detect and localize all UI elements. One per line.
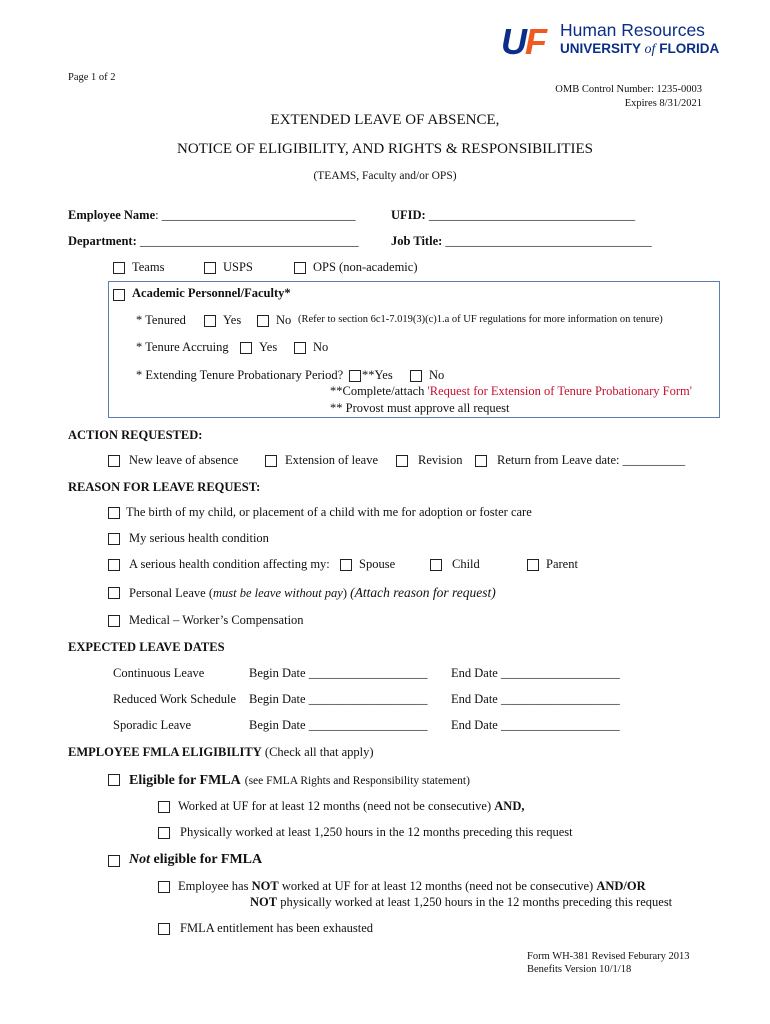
teams-label: Teams xyxy=(132,260,165,274)
form-number: Form WH-381 Revised Feburary 2013 xyxy=(527,951,690,962)
dates-begin-field[interactable]: Begin Date ___________________ xyxy=(249,718,428,732)
form-subtitle: NOTICE OF ELIGIBILITY, AND RIGHTS & RESPONSIBILITIES xyxy=(177,141,593,157)
tenured-label: * Tenured xyxy=(136,313,186,327)
complete-attach-note: **Complete/attach 'Request for Extension of Tenure Probationary Form' xyxy=(330,384,693,398)
personal-leave-label: Personal Leave (must be leave without pay) (Attach reason for request) xyxy=(129,585,496,600)
extending-no-checkbox[interactable] xyxy=(410,370,422,382)
personal-leave-checkbox[interactable] xyxy=(108,587,120,599)
own-health-label: My serious health condition xyxy=(129,531,269,545)
dates-type: Reduced Work Schedule xyxy=(113,692,237,706)
accruing-no-label: No xyxy=(313,340,329,354)
reason-heading: REASON FOR LEAVE REQUEST: xyxy=(68,480,261,494)
extending-label: * Extending Tenure Probationary Period? xyxy=(136,368,344,382)
exhausted-label: FMLA entitlement has been exhausted xyxy=(180,921,374,935)
revision-checkbox[interactable] xyxy=(396,455,408,467)
tenure-regulation-note: (Refer to section 6c1-7.019(3)(c)1.a of UF regulations for more information on tenure) xyxy=(298,314,663,325)
tenured-yes-checkbox[interactable] xyxy=(204,315,216,327)
return-date-label: Return from Leave date: __________ xyxy=(497,453,686,467)
extension-form-link[interactable]: 'Request for Extension of Tenure Probationary Form' xyxy=(427,384,693,398)
extending-yes-checkbox[interactable] xyxy=(349,370,361,382)
accruing-no-checkbox[interactable] xyxy=(294,342,306,354)
omb-expires: Expires 8/31/2021 xyxy=(624,98,702,109)
exhausted-checkbox[interactable] xyxy=(158,923,170,935)
accruing-yes-checkbox[interactable] xyxy=(240,342,252,354)
dates-type: Continuous Leave xyxy=(113,666,205,680)
job-title-row: Job Title: _________________________________ xyxy=(391,234,652,248)
new-leave-checkbox[interactable] xyxy=(108,455,120,467)
ufid-field[interactable]: _________________________________ xyxy=(428,208,636,222)
department-row: Department: ___________________________________ xyxy=(68,234,359,248)
form-scope: (TEAMS, Faculty and/or OPS) xyxy=(313,170,457,182)
dates-type: Sporadic Leave xyxy=(113,718,192,732)
new-leave-label: New leave of absence xyxy=(129,453,239,467)
dates-begin-field[interactable]: Begin Date ___________________ xyxy=(249,692,428,706)
employee-name-row: Employee Name: _______________________________ xyxy=(68,208,356,222)
worked-12-checkbox[interactable] xyxy=(158,801,170,813)
academic-heading: Academic Personnel/Faculty* xyxy=(132,286,291,300)
tenured-no-label: No xyxy=(276,313,292,327)
teams-checkbox[interactable] xyxy=(113,262,125,274)
uf-monogram: UF xyxy=(501,21,545,62)
not-eligible-label: Not eligible for FMLA xyxy=(129,852,263,867)
academic-checkbox[interactable] xyxy=(113,289,125,301)
logo-university: UNIVERSITY of FLORIDA xyxy=(560,41,720,57)
action-heading: ACTION REQUESTED: xyxy=(68,428,203,442)
birth-label: The birth of my child, or placement of a child with me for adoption or foster care xyxy=(126,505,532,519)
worked-12-label: Worked at UF for at least 12 months (need not be consecutive) AND, xyxy=(178,799,525,813)
not-worked-label: Employee has NOT worked at UF for at least 12 months (need not be consecutive) AND/OR xyxy=(178,879,646,893)
dates-end-field[interactable]: End Date ___________________ xyxy=(451,718,620,732)
medical-label: Medical – Worker’s Compensation xyxy=(129,613,304,627)
parent-checkbox[interactable] xyxy=(527,559,539,571)
extending-yes-label: **Yes xyxy=(362,368,393,382)
page-number: Page 1 of 2 xyxy=(68,72,116,83)
ufid-row: UFID: _________________________________ xyxy=(391,208,636,222)
job-title-field[interactable]: _________________________________ xyxy=(445,234,652,248)
provost-note: ** Provost must approve all request xyxy=(330,401,510,415)
hours-1250-checkbox[interactable] xyxy=(158,827,170,839)
medical-checkbox[interactable] xyxy=(108,615,120,627)
return-checkbox[interactable] xyxy=(475,455,487,467)
birth-checkbox[interactable] xyxy=(108,507,120,519)
ops-label: OPS (non-academic) xyxy=(313,260,418,274)
dates-end-field[interactable]: End Date ___________________ xyxy=(451,692,620,706)
employee-name-field[interactable]: : _______________________________ xyxy=(155,208,356,222)
parent-label: Parent xyxy=(546,557,578,571)
ops-checkbox[interactable] xyxy=(294,262,306,274)
dates-begin-field[interactable]: Begin Date ___________________ xyxy=(249,666,428,680)
dates-end-field[interactable]: End Date ___________________ xyxy=(451,666,620,680)
not-physically-label: NOT physically worked at least 1,250 hours in the 12 months preceding this request xyxy=(250,895,673,909)
not-eligible-checkbox[interactable] xyxy=(108,855,120,867)
tenure-accruing-label: * Tenure Accruing xyxy=(136,340,229,354)
extension-checkbox[interactable] xyxy=(265,455,277,467)
extension-label: Extension of leave xyxy=(285,453,379,467)
logo-department: Human Resources xyxy=(560,20,705,40)
benefits-version: Benefits Version 10/1/18 xyxy=(527,964,632,975)
usps-label: USPS xyxy=(223,260,253,274)
child-label: Child xyxy=(452,557,480,571)
spouse-label: Spouse xyxy=(359,557,396,571)
tenured-yes-label: Yes xyxy=(223,313,242,327)
eligible-checkbox[interactable] xyxy=(108,774,120,786)
accruing-yes-label: Yes xyxy=(259,340,278,354)
revision-label: Revision xyxy=(418,453,463,467)
extending-no-label: No xyxy=(429,368,445,382)
own-health-checkbox[interactable] xyxy=(108,533,120,545)
not-worked-checkbox[interactable] xyxy=(158,881,170,893)
child-checkbox[interactable] xyxy=(430,559,442,571)
family-health-checkbox[interactable] xyxy=(108,559,120,571)
tenured-no-checkbox[interactable] xyxy=(257,315,269,327)
family-health-label: A serious health condition affecting my: xyxy=(129,557,330,571)
spouse-checkbox[interactable] xyxy=(340,559,352,571)
omb-number: OMB Control Number: 1235-0003 xyxy=(555,84,702,95)
eligibility-heading: EMPLOYEE FMLA ELIGIBILITY (Check all that apply) xyxy=(68,745,374,759)
department-field[interactable]: ___________________________________ xyxy=(139,234,359,248)
dates-heading: EXPECTED LEAVE DATES xyxy=(68,640,225,654)
form-title: EXTENDED LEAVE OF ABSENCE, xyxy=(270,112,500,128)
eligible-label: Eligible for FMLA (see FMLA Rights and Responsibility statement) xyxy=(129,773,470,788)
usps-checkbox[interactable] xyxy=(204,262,216,274)
hours-1250-label: Physically worked at least 1,250 hours in the 12 months preceding this request xyxy=(180,825,573,839)
